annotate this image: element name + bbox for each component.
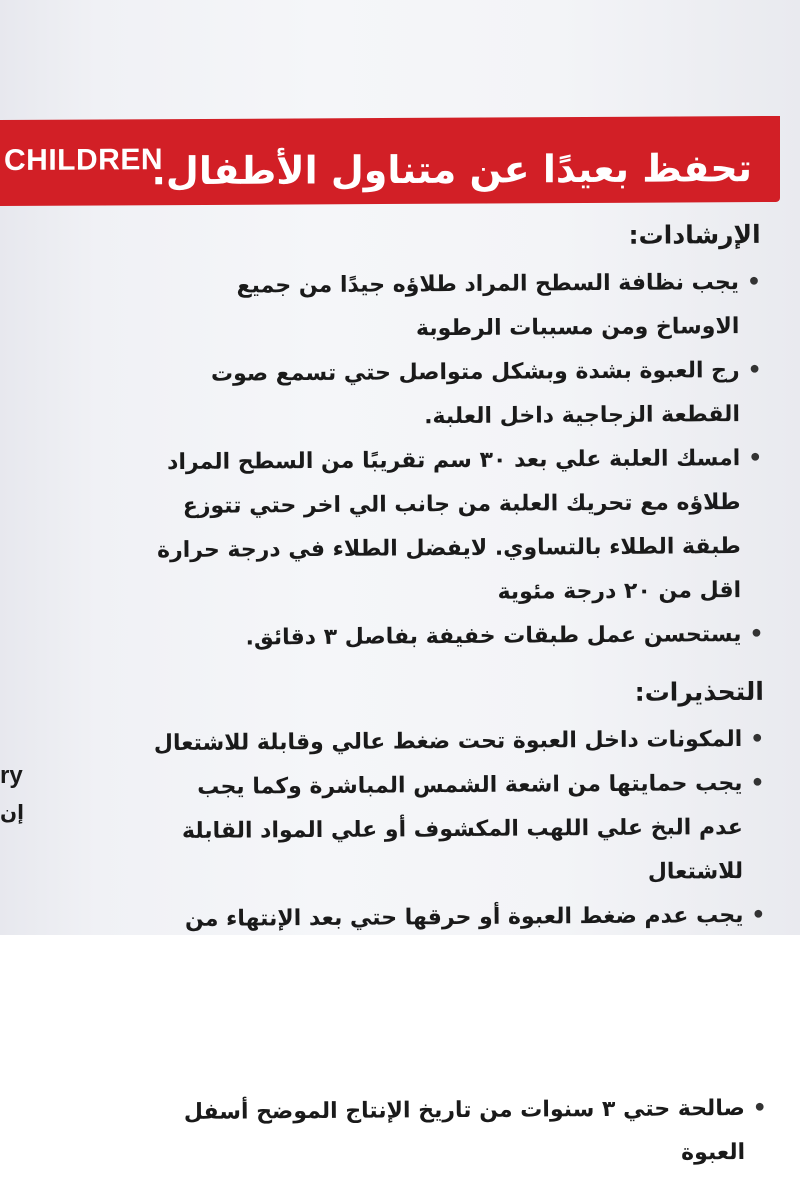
warning-band (0, 116, 780, 206)
list-item: • رج العبوة بشدة وبشكل متواصل حتي تسمع صوت القطعة الزجاجية داخل العلبة. (148, 349, 763, 441)
list-item: • يجب عدم ضغط العبوة أو حرقها حتي بعد الإنتهاء من (151, 894, 766, 1030)
instructions-heading: الإرشادات: (628, 219, 761, 250)
list-item: • صالحة حتي ٣ سنوات من تاريخ الإنتاج الموضح أسفل العبوة (153, 1087, 768, 1179)
background-area (0, 935, 800, 1091)
band-english-text: CHILDREN (4, 143, 163, 178)
list-item: • المكونات داخل العبوة تحت ضغط عالي وقابلة للاشتعال (150, 718, 764, 766)
warnings-heading: التحذيرات: (634, 676, 764, 707)
side-fragment-english: ry (0, 762, 23, 789)
list-item: • يستحسن عمل طبقات خفيفة بفاصل ٣ دقائق. (149, 613, 763, 661)
list-item: • يجب حمايتها من اشعة الشمس المباشرة وكما يجب عدم البخ علي اللهب المكشوف أو علي المواد القابلة للاشتعال (150, 762, 765, 898)
instructions-section (147, 220, 764, 661)
list-item: • امسك العلبة علي بعد ٣٠ سم تقريبًا من السطح المراد طلاؤه مع تحريك العلبة من جانب الي اخر حتي تتوزع طبقة الطلاء بالتساوي. لايفضل الطلاء في درجة حرارة اقل من ٢٠ درجة مئوية (148, 437, 763, 617)
band-arabic-text: تحفظ بعيدًا عن متناول الأطفال. (151, 146, 752, 194)
list-item: • يجب نظافة السطح المراد طلاؤه جيدًا من جميع الاوساخ ومن مسببات الرطوبة (147, 261, 762, 353)
side-fragment-arabic: إن (0, 800, 24, 824)
